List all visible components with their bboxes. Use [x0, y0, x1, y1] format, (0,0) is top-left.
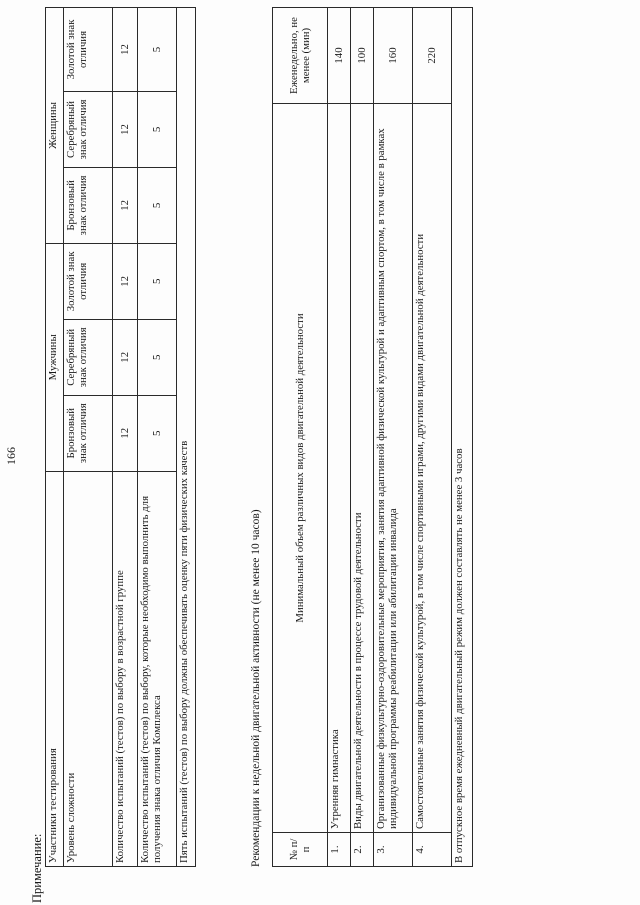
activity-cell: Организованные физкультурно-оздоровительные мероприятия, занятия адаптивной физической культурой и адаптивным спортом, в том числе в рамках индивидуальной программы реабилитации или абилитации инвалида: [374, 103, 413, 832]
badge-header: Серебряный знак отличия: [64, 91, 113, 167]
row-num: 4.: [413, 833, 452, 867]
table-cell: 12: [113, 395, 138, 471]
row-label: Количество испытаний (тестов) по выбору, которые необходимо выполнить для получения знака отличия Комплекса: [138, 471, 177, 866]
table-cell: 12: [113, 167, 138, 243]
page-number: 166: [4, 447, 18, 465]
badge-header: Золотой знак отличия: [64, 243, 113, 319]
participants-header: Участники тестирования: [46, 471, 64, 866]
table-cell: 5: [138, 319, 177, 395]
activity-cell: Виды двигательной деятельности в процессе трудовой деятельности: [351, 103, 374, 832]
row-label: Количество испытаний (тестов) по выбору в возрастной группе: [113, 471, 138, 866]
minutes-cell: 160: [374, 8, 413, 104]
badge-header: Золотой знак отличия: [64, 8, 113, 92]
table-cell: 12: [113, 91, 138, 167]
table-cell: 12: [113, 8, 138, 92]
activity-cell: Самостоятельные занятия физической культурой, в том числе спортивными играми, другими видами двигательной деятельности: [413, 103, 452, 832]
table-cell: 5: [138, 91, 177, 167]
row-num: 3.: [374, 833, 413, 867]
badge-header: Серебряный знак отличия: [64, 319, 113, 395]
table-cell: 12: [113, 319, 138, 395]
badge-header: Бронзовый знак отличия: [64, 395, 113, 471]
table-cell: 5: [138, 8, 177, 92]
table-cell: 5: [138, 243, 177, 319]
table-footer: В отпускное время ежедневный двигательный режим должен составлять не менее 3 часов: [452, 8, 473, 867]
activity-header: Минимальный объем различных видов двигательной деятельности: [273, 103, 328, 832]
activity-table: [272, 7, 473, 867]
minutes-cell: 220: [413, 8, 452, 104]
badge-header: Бронзовый знак отличия: [64, 167, 113, 243]
minutes-cell: 100: [351, 8, 374, 104]
men-header: Мужчины: [46, 243, 64, 471]
num-header: № п/п: [273, 833, 328, 867]
table-footnote: Пять испытаний (тестов) по выбору должны обеспечивать оценку пяти физических качеств: [177, 8, 196, 867]
women-header: Женщины: [46, 8, 64, 244]
note-label: Примечание:: [30, 833, 44, 903]
table-cell: 5: [138, 395, 177, 471]
table-cell: 5: [138, 167, 177, 243]
testing-table: [45, 7, 196, 867]
weekly-header: Еженедельно, не менее (мин): [273, 8, 328, 104]
row-num: 2.: [351, 833, 374, 867]
minutes-cell: 140: [328, 8, 351, 104]
table-cell: 12: [113, 243, 138, 319]
recommendation-title: Рекомендации к недельной двигательной активности (не менее 10 часов): [250, 509, 262, 867]
difficulty-header: Уровень сложности: [64, 471, 113, 866]
activity-cell: Утренняя гимнастика: [328, 103, 351, 832]
row-num: 1.: [328, 833, 351, 867]
